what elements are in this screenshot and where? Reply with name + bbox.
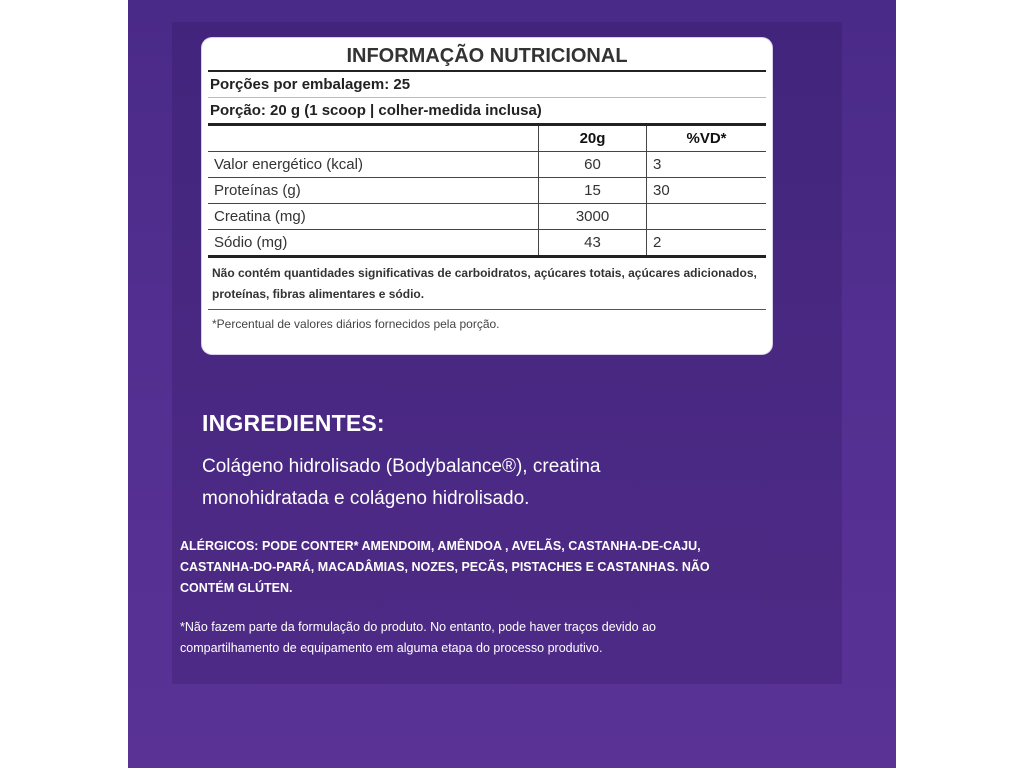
product-info-panel [128,0,896,768]
serving-size: Porção: 20 g (1 scoop | colher-medida inclusa) [210,102,542,119]
nutrient-label: Proteínas (g) [208,178,539,204]
table-header-row [208,125,766,152]
header-nutrient [208,125,539,152]
nutrition-note: Não contém quantidades significativas de carboidratos, açúcares totais, açúcares adicionados, proteínas, fibras alimentares e sódio. [208,258,766,310]
ingredients-text: Colágeno hidrolisado (Bodybalance®), creatina monohidratada e colágeno hidrolisado. [202,456,601,509]
table-row [208,230,766,257]
servings-per-package: Porções por embalagem: 25 [208,72,766,98]
allergens-disclaimer: *Não fazem parte da formulação do produto. No entanto, pode haver traços devido ao compartilhamento de equipamento em alguma etapa do processo produtivo. [180,620,656,655]
nutrient-dv: 30 [647,178,767,204]
nutrient-label: Sódio (mg) [208,230,539,257]
table-row [208,204,766,230]
nutrient-amount: 60 [539,152,647,178]
nutrient-label: Creatina (mg) [208,204,539,230]
nutrition-facts-card [202,38,772,354]
nutrient-dv: 2 [647,230,767,257]
nutrition-footnote: *Percentual de valores diários fornecidos pela porção. [212,317,500,331]
table-row [208,152,766,178]
nutrient-amount: 3000 [539,204,647,230]
table-row [208,178,766,204]
nutrient-amount: 43 [539,230,647,257]
header-amount: 20g [539,125,647,152]
nutrition-title: INFORMAÇÃO NUTRICIONAL [208,38,766,72]
ingredients-heading: INGREDIENTES: [202,410,385,436]
nutrition-table [208,123,766,258]
header-dv: %VD* [647,125,767,152]
allergens-warning: ALÉRGICOS: PODE CONTER* AMENDOIM, AMÊNDOA , AVELÃS, CASTANHA-DE-CAJU, CASTANHA-DO-PARÁ, MACADÂMIAS, NOZES, PECÃS, PISTACHES E CASTANHAS. NÃO CONTÉM GLÚTEN. [180,539,710,595]
nutrient-dv [647,204,767,230]
nutrient-dv: 3 [647,152,767,178]
nutrient-label: Valor energético (kcal) [208,152,539,178]
nutrient-amount: 15 [539,178,647,204]
